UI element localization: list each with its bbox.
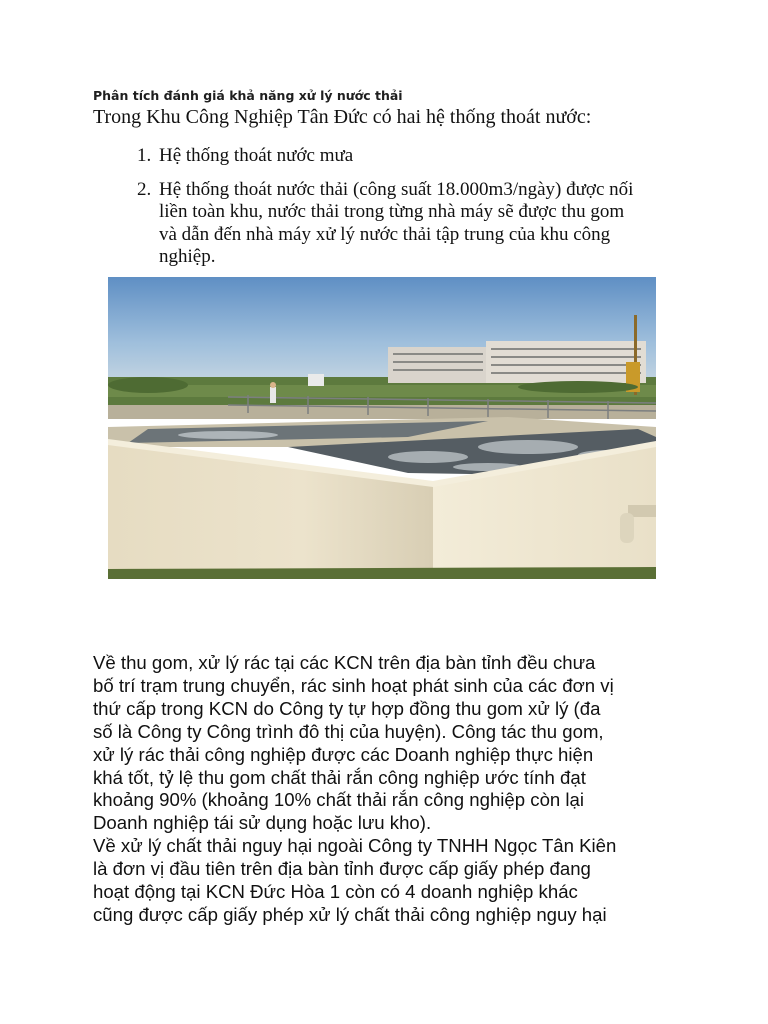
wastewater-treatment-photo [108,277,656,579]
paragraph-hazardous-waste: Về xử lý chất thải nguy hại ngoài Công ty TNHH Ngọc Tân Kiên là đơn vị đầu tiên trên địa bàn tỉnh được cấp giấy phép đang hoạt động tại KCN Đức Hòa 1 còn có 4 doanh nghiệp khác cũng được cấp giấy phép xử lý chất thải công nghiệp nguy hại [93,835,617,925]
list-item [137,179,697,269]
list-item [137,145,697,168]
intro-text: Trong Khu Công Nghiệp Tân Đức có hai hệ thống thoát nước: [93,106,592,128]
list-number: 1. [137,145,152,166]
list-item-text: Hệ thống thoát nước thải (công suất 18.000m3/ngày) được nối liền toàn khu, nước thải trong từng nhà máy sẽ được thu gom và dẫn đến nhà máy xử lý nước thải tập trung của khu công nghiệp. [159,178,634,267]
list-item-text: Hệ thống thoát nước mưa [159,145,354,166]
body-text [93,652,733,927]
list-number: 2. [137,178,152,200]
document-heading: Phân tích đánh giá khả năng xử lý nước thải [93,88,403,103]
drainage-list [137,145,697,280]
paragraph-waste-collection: Về thu gom, xử lý rác tại các KCN trên địa bàn tỉnh đều chưa bố trí trạm trung chuyển, rác sinh hoạt phát sinh của các đơn vị thứ cấp trong KCN do Công ty tự hợp đồng thu gom xử lý (đa số là Công ty Công trình đô thị của huyện). Công tác thu gom, xử lý rác thải công nghiệp được các Doanh nghiệp thực hiện khá tốt, tỷ lệ thu gom chất thải rắn công nghiệp ước tính đạt khoảng 90% (khoảng 10% chất thải rắn công nghiệp còn lại Doanh nghiệp tái sử dụng hoặc lưu kho). [93,652,614,834]
